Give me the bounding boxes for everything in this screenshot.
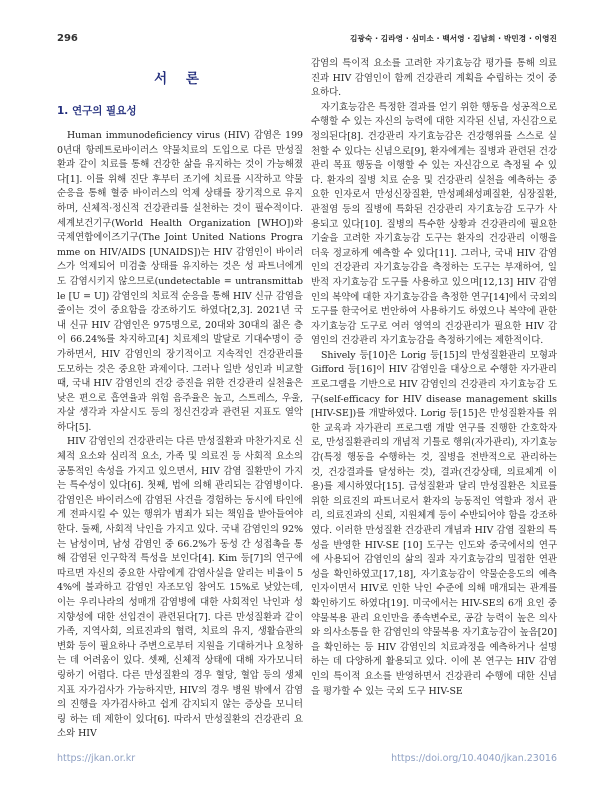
page-number: 296 bbox=[57, 33, 78, 44]
author-list: 김광숙 · 김라영 · 심미소 · 백서영 · 김남희 · 박민경 · 이영진 bbox=[350, 34, 557, 43]
paragraph: HIV 감염인의 건강관리는 다른 만성질환과 마찬가지로 신체적 요소와 심리적 요소, 가족 및 의료진 등 사회적 요소의 공통적인 속성을 가지고 있으면서, HIV 감염 질환만이 가지는 특수성이 있다[6]. 첫째, 법에 의해 관리되는 감염병이다. 감염인은 바이러스에 감염된 사건을 경험하는 동시에 타인에게 전파시킬 수 있는 행위가 범죄가 되는 책임을 받아들여야 한다. 둘째, 사회적 낙인을 가지고 있다. 국내 감염인의 92%는 남성이며, 남성 감염인 중 66.2%가 동성 간 성접촉을 통해 감염된 인구학적 특성을 보인다[4]. Kim 등[7]의 연구에 따르면 자신의 중요한 사람에게 감염사실을 알리는 비율이 54%에 불과하고 감염인 자조모임 참여도 15%로 낮았는데, 이는 우리나라의 성매개 감염병에 대한 사회적인 낙인과 성지향성에 대한 선입견이 관련된다[7]. 다른 만성질환과 같이 가족, 지역사회, 의료진과의 협력, 치료의 유지, 생활습관의 변화 등이 필요하나 주변으로부터 지원을 기대하거나 요청하는 데 어려움이 있다. 셋째, 신체적 상태에 대해 자가모니터링하기 어렵다. 다른 만성질환의 경우 혈당, 혈압 등의 생체지표 자가검사가 가능하지만, HIV의 경우 병원 밖에서 감염의 진행을 자가검사하고 쉽게 감지되지 않는 증상을 모니터링 하는 데 제한이 있다[6]. 따라서 만성질환의 건강관리 요소와 HIV bbox=[57, 436, 303, 740]
running-head bbox=[57, 33, 557, 44]
left-column bbox=[57, 57, 303, 742]
paragraph: 자기효능감은 특정한 결과를 얻기 위한 행동을 성공적으로 수행할 수 있는 자신의 능력에 대한 지각된 신념, 자신감으로 정의된다[8]. 건강관리 자기효능감은 건강행위를 스스로 실천할 수 있다는 신념으로[9], 환자에게는 질병과 관련된 건강관리 목표 행동을 이행할 수 있는 자신감으로 측정될 수 있다. 환자의 질병 치료 순응 및 건강관리 실천을 예측하는 중요한 인자로서 만성신장질환, 만성폐쇄성폐질환, 심장질환, 관절염 등의 질병에 특화된 건강관리 자기효능감 도구가 사용되고 있다[10]. 질병의 특수한 상황과 건강관리에 필요한 기술을 고려한 자기효능감 도구는 환자의 건강관리 이행을 더욱 정교하게 예측할 수 있다[11]. 그러나, 국내 HIV 감염인의 건강관리 자기효능감을 측정하는 도구는 부재하여, 일반적 자기효능감 도구를 사용하고 있으며[12,13] HIV 감염인의 복약에 대한 자기효능감을 측정한 연구[14]에서 국외의 도구를 한국어로 번안하여 사용하기도 하였으나 복약에 관한 자기효능감 도구로 여러 영역의 건강관리가 필요한 HIV 감염인의 건강관리 자기효능감을 측정하기에는 제한적이다. bbox=[311, 101, 557, 347]
journal-url-link[interactable]: https://jkan.or.kr bbox=[57, 753, 136, 764]
doi-link[interactable]: https://doi.org/10.4040/jkan.23016 bbox=[391, 753, 557, 764]
subsection-heading: 1. 연구의 필요성 bbox=[57, 105, 137, 117]
paragraph: Shively 등[10]은 Lorig 등[15]의 만성질환관리 모형과 Gifford 등[16]이 HIV 감염인을 대상으로 수행한 자가관리 프로그램을 기반으로 HIV 감염인의 건강관리 자기효능감 도구(self-efficacy for HIV disease management skills [HIV-SE])를 개발하였다. Lorig 등[15]은 만성질환자를 위한 교육과 자가관리 프로그램 개발 연구를 진행한 간호학자로, 만성질환관리의 개념적 기틀로 행위(자가관리), 자기효능감(특정 행동을 수행하는 것, 질병을 전반적으로 관리하는 것, 건강결과를 달성하는 것), 결과(건강상태, 의료체계 이용)를 제시하였다[15]. 급성질환과 달리 만성질환은 치료를 위한 의료진의 파트너로서 환자의 능동적인 역할과 정서 관리, 의료진과의 신뢰, 지원체계 등이 수반되어야 함을 강조하였다. 이러한 만성질환 건강관리 개념과 HIV 감염 질환의 특성을 반영한 HIV-SE [10] 도구는 인도와 중국에서의 연구에 사용되어 감염인의 삶의 질과 자기효능감의 밀접한 연관성을 확인하였고[17,18], 자기효능감이 약물순응도의 예측인자이면서 HIV로 인한 낙인 수준에 의해 매개되는 관계를 확인하기도 하였다[19]. 미국에서는 HIV-SE의 6개 요인 중 약물복용 관리 요인만을 종속변수로, 공감 능력이 높은 의사와 의사소통을 한 감염인의 약물복용 자기효능감이 높음[20]을 확인하는 등 HIV 감염인의 치료과정을 예측하거나 설명하는 데 다양하게 활용되고 있다. 이에 본 연구는 HIV 감염인의 특이적 요소를 반영하면서 건강관리 수행에 대한 신념을 평가할 수 있는 국외 도구 HIV-SE bbox=[311, 349, 557, 697]
right-column bbox=[311, 57, 557, 699]
paragraph-continuation: 감염의 특이적 요소를 고려한 자기효능감 평가를 통해 의료진과 HIV 감염인이 함께 건강관리 계획을 수립하는 것이 중요하다. bbox=[311, 58, 557, 99]
section-title: 서 론 bbox=[154, 71, 206, 87]
paragraph: Human immunodeficiency virus (HIV) 감염은 1990년대 항레트로바이러스 약물치료의 도입으로 다른 만성질환과 같이 치료를 통해 건강한 삶을 유지하는 것이 가능해졌다[1]. 이를 위해 진단 후부터 조기에 치료를 시작하고 약물 순응을 통해 혈중 바이러스의 억제 상태를 장기적으로 유지하며, 신체적·정신적 건강관리를 실천하는 것이 필수적이다. 세계보건기구(World Health Organization [WHO])와 국제연합에이즈기구(The Joint United Nations Programme on HIV/AIDS [UNAIDS])는 HIV 감염인이 바이러스가 억제되어 미검출 상태를 유지하는 것은 성 파트너에게도 감염시키지 않으므로(undetectable = untransmittable [U = U]) 감염인의 치료적 순응을 통해 HIV 신규 감염을 줄이는 것이 중요함을 강조하기도 하였다[2,3]. 2021년 국내 신규 HIV 감염인은 975명으로, 20대와 30대의 젊은 층이 66.24%를 차지하고[4] 치료제의 발달로 기대수명이 증가하면서, HIV 감염인의 장기적이고 지속적인 건강관리를 도모하는 것은 중요한 과제이다. 그러나 일반 성인과 비교할 때, 국내 HIV 감염인의 건강 증진을 위한 건강관리 실천율은 낮은 편으로 흡연율과 위험 음주율은 높고, 스트레스, 우울, 자살 생각과 자살시도 등의 정신건강과 관련된 지표도 열악하다[5]. bbox=[57, 130, 303, 433]
